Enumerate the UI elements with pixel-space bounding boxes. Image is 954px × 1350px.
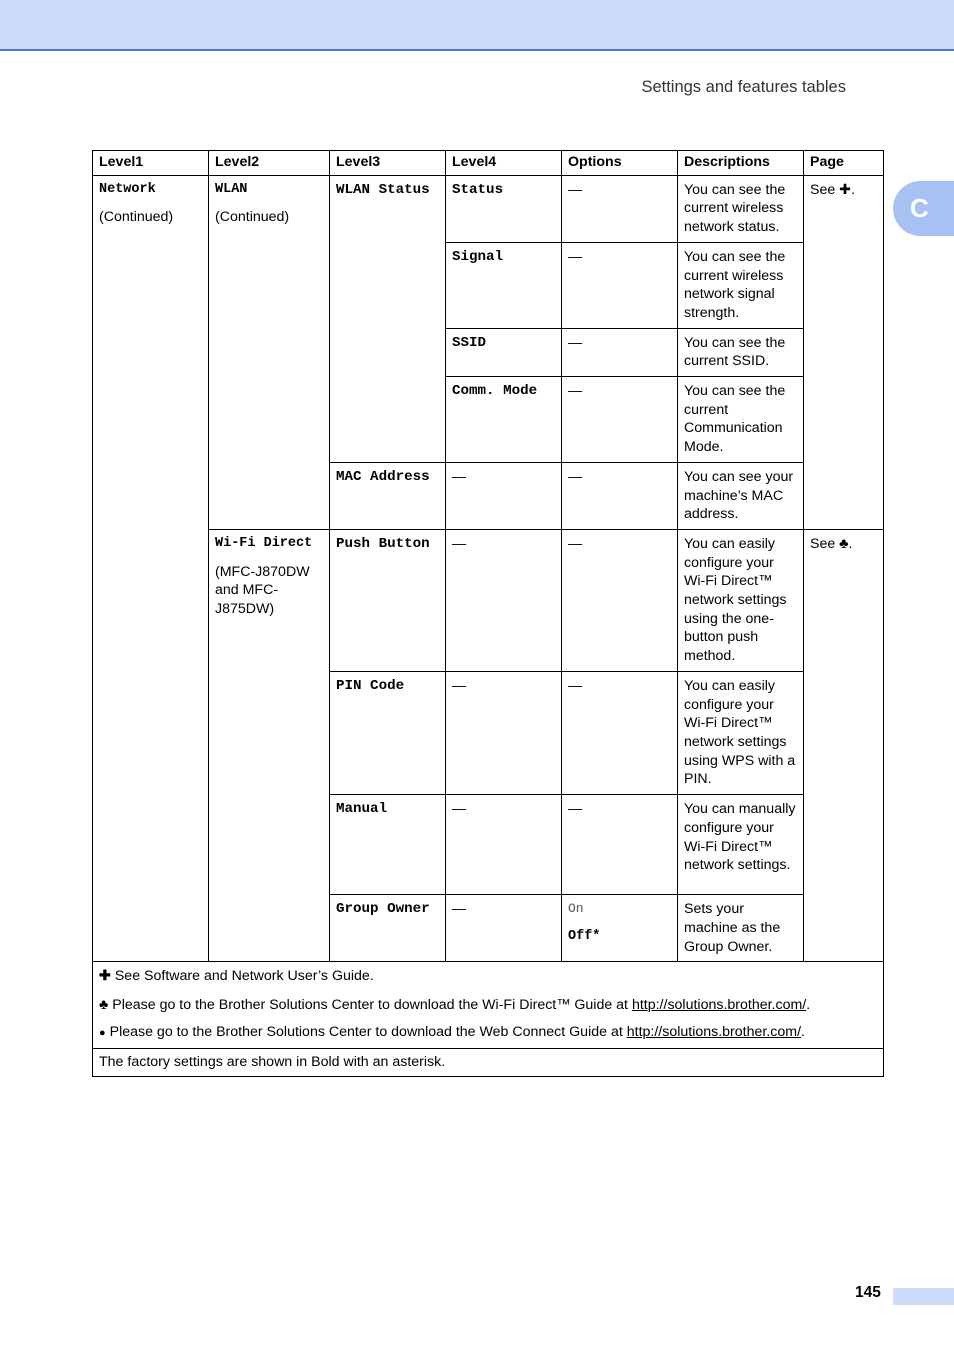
footnote-club-text: Please go to the Brother Solutions Center to download the Wi-Fi Direct™ Guide at (112, 997, 632, 1014)
settings-table (92, 150, 884, 1077)
group-owner-desc: Sets your machine as the Group Owner. (678, 895, 804, 962)
footnote-plus-text: See Software and Network User’s Guide. (114, 968, 374, 985)
factory-note-row (93, 1049, 884, 1077)
wlan-status-cell: WLAN Status (330, 175, 446, 462)
mac-option: — (562, 462, 678, 529)
wlan-name: WLAN (215, 181, 248, 197)
option-on: On (568, 901, 584, 917)
footnotes-cell (93, 962, 884, 1049)
mac-name: MAC Address (330, 462, 446, 529)
solutions-link-web-connect[interactable]: http://solutions.brother.com/ (626, 1024, 802, 1041)
footnotes-row (93, 962, 884, 1049)
plus-icon: ✚ (99, 968, 111, 985)
club-icon: ♣ (99, 997, 109, 1014)
table-row (93, 529, 884, 671)
table-row (93, 175, 884, 242)
comm-mode-desc: You can see the current Communication Mode. (678, 377, 804, 463)
status-name: Status (446, 175, 562, 242)
manual-option: — (562, 795, 678, 895)
level2-wlan-cell (209, 175, 330, 529)
chapter-tab: C (893, 181, 954, 236)
pin-code-option: — (562, 671, 678, 794)
group-owner-name: Group Owner (330, 895, 446, 962)
header-cell: Level2 (209, 151, 330, 176)
header-cell: Descriptions (678, 151, 804, 176)
wifi-direct-note: (MFC-J870DW and MFC-J875DW) (215, 563, 310, 618)
header-bar (0, 0, 954, 51)
header-cell: Level4 (446, 151, 562, 176)
level1-cell (93, 175, 209, 962)
dot-icon: ● (99, 1027, 106, 1040)
manual-name: Manual (330, 795, 446, 895)
footnote-club (99, 996, 877, 1014)
wifi-direct-name: Wi-Fi Direct (215, 535, 313, 551)
signal-name: Signal (446, 242, 562, 328)
page-number-bar (893, 1288, 954, 1305)
group-owner-level4: — (446, 895, 562, 962)
status-option: — (562, 175, 678, 242)
push-button-name: Push Button (330, 529, 446, 671)
ssid-name: SSID (446, 328, 562, 376)
pin-code-level4: — (446, 671, 562, 794)
table-header-row (93, 151, 884, 176)
comm-mode-name: Comm. Mode (446, 377, 562, 463)
factory-note: The factory settings are shown in Bold with an asterisk. (93, 1049, 884, 1077)
comm-mode-option: — (562, 377, 678, 463)
solutions-link-wifi[interactable]: http://solutions.brother.com/ (631, 997, 807, 1014)
pin-code-desc: You can easily configure your Wi-Fi Direct™ network settings using WPS with a PIN. (678, 671, 804, 794)
footnote-dot (99, 1023, 877, 1042)
level2-wifi-direct-cell (209, 529, 330, 961)
header-cell: Level1 (93, 151, 209, 176)
push-button-option: — (562, 529, 678, 671)
header-cell: Page (804, 151, 884, 176)
pin-code-name: PIN Code (330, 671, 446, 794)
period: . (801, 1024, 805, 1041)
option-off-default: Off* (568, 928, 601, 944)
signal-desc: You can see the current wireless network signal strength. (678, 242, 804, 328)
wlan-note: (Continued) (215, 209, 290, 226)
page-number: 145 (855, 1284, 881, 1301)
period: . (806, 997, 811, 1014)
footnote-plus (99, 967, 877, 985)
manual-desc: You can manually configure your Wi-Fi Direct™ network settings. (678, 795, 804, 895)
signal-option: — (562, 242, 678, 328)
page-ref-wifi: See ♣. (804, 529, 884, 961)
level1-note: (Continued) (99, 209, 174, 226)
page-ref-wlan: See ✚. (804, 175, 884, 529)
level1-name: Network (99, 181, 156, 197)
ssid-desc: You can see the current SSID. (678, 328, 804, 376)
manual-level4: — (446, 795, 562, 895)
header-cell: Level3 (330, 151, 446, 176)
section-title: Settings and features tables (641, 78, 846, 96)
push-button-desc: You can easily configure your Wi-Fi Direct™ network settings using the one-button push method. (678, 529, 804, 671)
group-owner-option (562, 895, 678, 962)
push-button-level4: — (446, 529, 562, 671)
ssid-option: — (562, 328, 678, 376)
header-cell: Options (562, 151, 678, 176)
status-desc: You can see the current wireless network status. (678, 175, 804, 242)
mac-level4: — (446, 462, 562, 529)
footnote-dot-text: Please go to the Brother Solutions Center to download the Web Connect Guide at (109, 1024, 627, 1041)
mac-desc: You can see your machine’s MAC address. (678, 462, 804, 529)
